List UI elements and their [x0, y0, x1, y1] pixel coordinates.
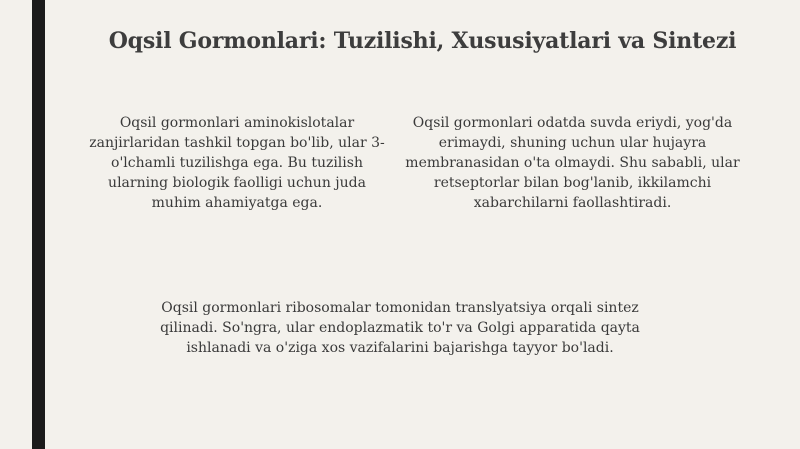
paragraph-synthesis: Oqsil gormonlari ribosomalar tomonidan translyatsiya orqali sintez qilinadi. So'ngra, ular endoplazmatik to'r va Golgi apparatida qayta ishlanadi va o'ziga xos vazifalarini bajarishga tayyor bo'ladi. [160, 300, 640, 356]
paragraph-properties: Oqsil gormonlari odatda suvda eriydi, yog'da erimaydi, shuning uchun ular hujayra membranasidan o'ta olmaydi. Shu sababli, ular retseptorlar bilan bog'lanib, ikkilamchi xabarchilarni faollashtiradi. [405, 115, 740, 211]
slide-title: Oqsil Gormonlari: Tuzilishi, Xususiyatlari va Sintezi [108, 28, 737, 54]
paragraph-structure: Oqsil gormonlari aminokislotalar zanjirlaridan tashkil topgan bo'lib, ular 3-o'lchamli tuzilishga ega. Bu tuzilish ularning biologik faolligi uchun juda muhim ahamiyatga ega. [89, 115, 385, 211]
left-accent-bar [32, 0, 45, 449]
